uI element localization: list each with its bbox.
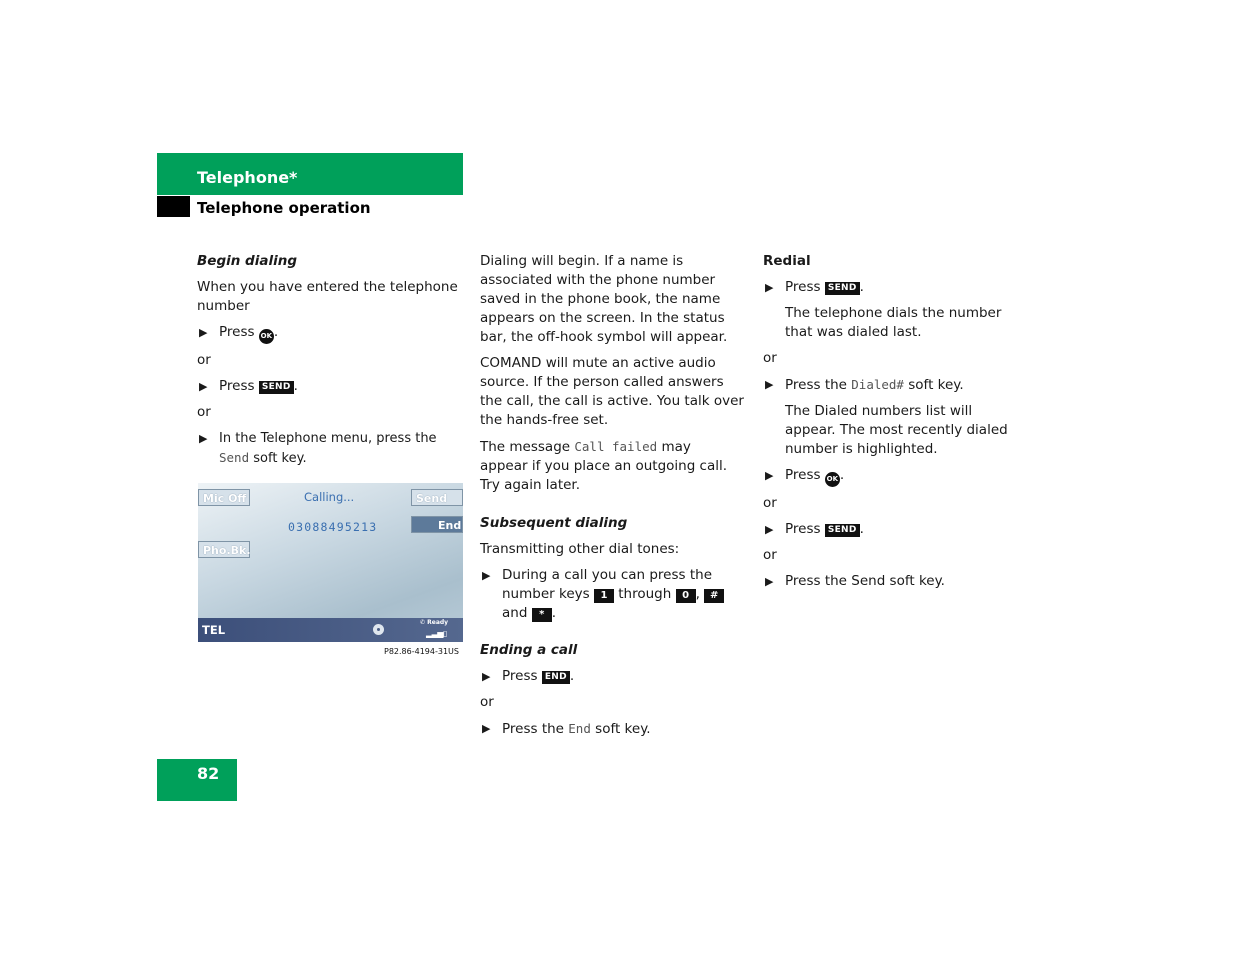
bullet-arrow-icon: ▶: [482, 569, 491, 582]
softkey-end: End: [411, 516, 463, 533]
bullet-press-ok: ▶ Press OK .: [763, 466, 1025, 487]
paragraph-dial-tones: Transmitting other dial tones:: [480, 541, 680, 557]
section-title: Telephone*: [197, 168, 298, 187]
heading-subsequent-dialing: Subsequent dialing: [480, 515, 628, 531]
heading-redial: Redial: [763, 253, 811, 269]
bullet-arrow-icon: ▶: [199, 326, 208, 339]
or-text: or: [197, 352, 211, 368]
signal-strength-icon: ▂▃▅▯: [426, 629, 447, 638]
paragraph-dialed-list: The Dialed numbers list will appear. The most recently dialed number is highlighted.: [785, 403, 1008, 457]
bullet-arrow-icon: ▶: [765, 281, 774, 294]
left-column: [197, 252, 463, 468]
key-star-icon: *: [532, 608, 552, 622]
subheader-marker: [157, 196, 190, 217]
bullet-press-ok: ▶ Press OK .: [197, 323, 463, 344]
key-0-icon: 0: [676, 589, 696, 603]
softkey-send: Send: [411, 489, 463, 506]
bullet-arrow-icon: ▶: [199, 432, 208, 445]
middle-column: [480, 252, 748, 739]
bullet-end-softkey: ▶ Press the End soft key.: [482, 721, 651, 737]
bullet-press-send-2: ▶ Press SEND .: [765, 521, 864, 537]
or-text: or: [197, 404, 211, 420]
bullet-send-softkey: ▶ Press the Send soft key.: [765, 573, 945, 589]
phone-screen-image: [198, 483, 463, 642]
page-number: 82: [197, 764, 220, 783]
bullet-press-end: ▶ Press END .: [482, 668, 575, 684]
softkey-phonebook: Pho.Bk.: [198, 541, 250, 558]
send-key-icon: SEND: [825, 282, 860, 295]
bullet-menu-send: ▶ In the Telephone menu, press the Send soft key.: [199, 431, 437, 466]
end-key-icon: END: [542, 671, 570, 684]
heading-begin-dialing: Begin dialing: [197, 253, 297, 269]
disc-icon: [373, 624, 384, 635]
calling-status: Calling...: [304, 490, 355, 504]
bullet-arrow-icon: ▶: [765, 378, 774, 391]
bullet-arrow-icon: ▶: [482, 722, 491, 735]
dialed-number: 03088495213: [288, 520, 378, 534]
or-text: or: [763, 495, 777, 511]
key-1-icon: 1: [594, 589, 614, 603]
ok-key-icon: OK: [259, 329, 274, 344]
bullet-number-keys: ▶ During a call you can press the number keys 1 through 0 , # and * .: [480, 566, 748, 623]
or-text: or: [763, 547, 777, 563]
bullet-arrow-icon: ▶: [765, 523, 774, 536]
send-key-icon: SEND: [259, 381, 294, 394]
bullet-arrow-icon: ▶: [482, 670, 491, 683]
section-subtitle: Telephone operation: [197, 199, 371, 217]
softkey-mic-off: Mic Off: [198, 489, 250, 506]
right-column: [763, 252, 1025, 591]
heading-ending-call: Ending a call: [480, 642, 578, 658]
status-bar: [198, 618, 463, 642]
paragraph-call-failed: The message Call failed may appear if you place an outgoing call. Try again later.: [480, 439, 728, 493]
paragraph-dialing-begin: Dialing will begin. If a name is associated with the phone number saved in the phone book, the name appears on the screen. In the status bar, the off-hook symbol will appear.: [480, 253, 728, 345]
bullet-dialed-softkey: ▶ Press the Dialed# soft key.: [765, 377, 964, 393]
paragraph-comand: COMAND will mute an active audio source. If the person called answers the call, the call is active. You talk over the hands-free set.: [480, 355, 744, 428]
or-text: or: [480, 694, 494, 710]
intro-text: When you have entered the telephone number: [197, 279, 458, 314]
bullet-arrow-icon: ▶: [765, 575, 774, 588]
paragraph-dials-last: The telephone dials the number that was dialed last.: [785, 305, 1002, 340]
bullet-press-send: ▶ Press SEND .: [765, 279, 864, 295]
image-caption: P82.86-4194-31US: [384, 647, 459, 656]
bullet-press-send: ▶ Press SEND .: [199, 378, 298, 394]
tel-label: TEL: [202, 623, 226, 637]
ready-label: ✆ Ready: [420, 619, 449, 626]
send-key-icon: SEND: [825, 524, 860, 537]
bullet-arrow-icon: ▶: [765, 469, 774, 482]
ok-key-icon: OK: [825, 472, 840, 487]
or-text: or: [763, 350, 777, 366]
key-hash-icon: #: [704, 589, 724, 603]
bullet-arrow-icon: ▶: [199, 380, 208, 393]
